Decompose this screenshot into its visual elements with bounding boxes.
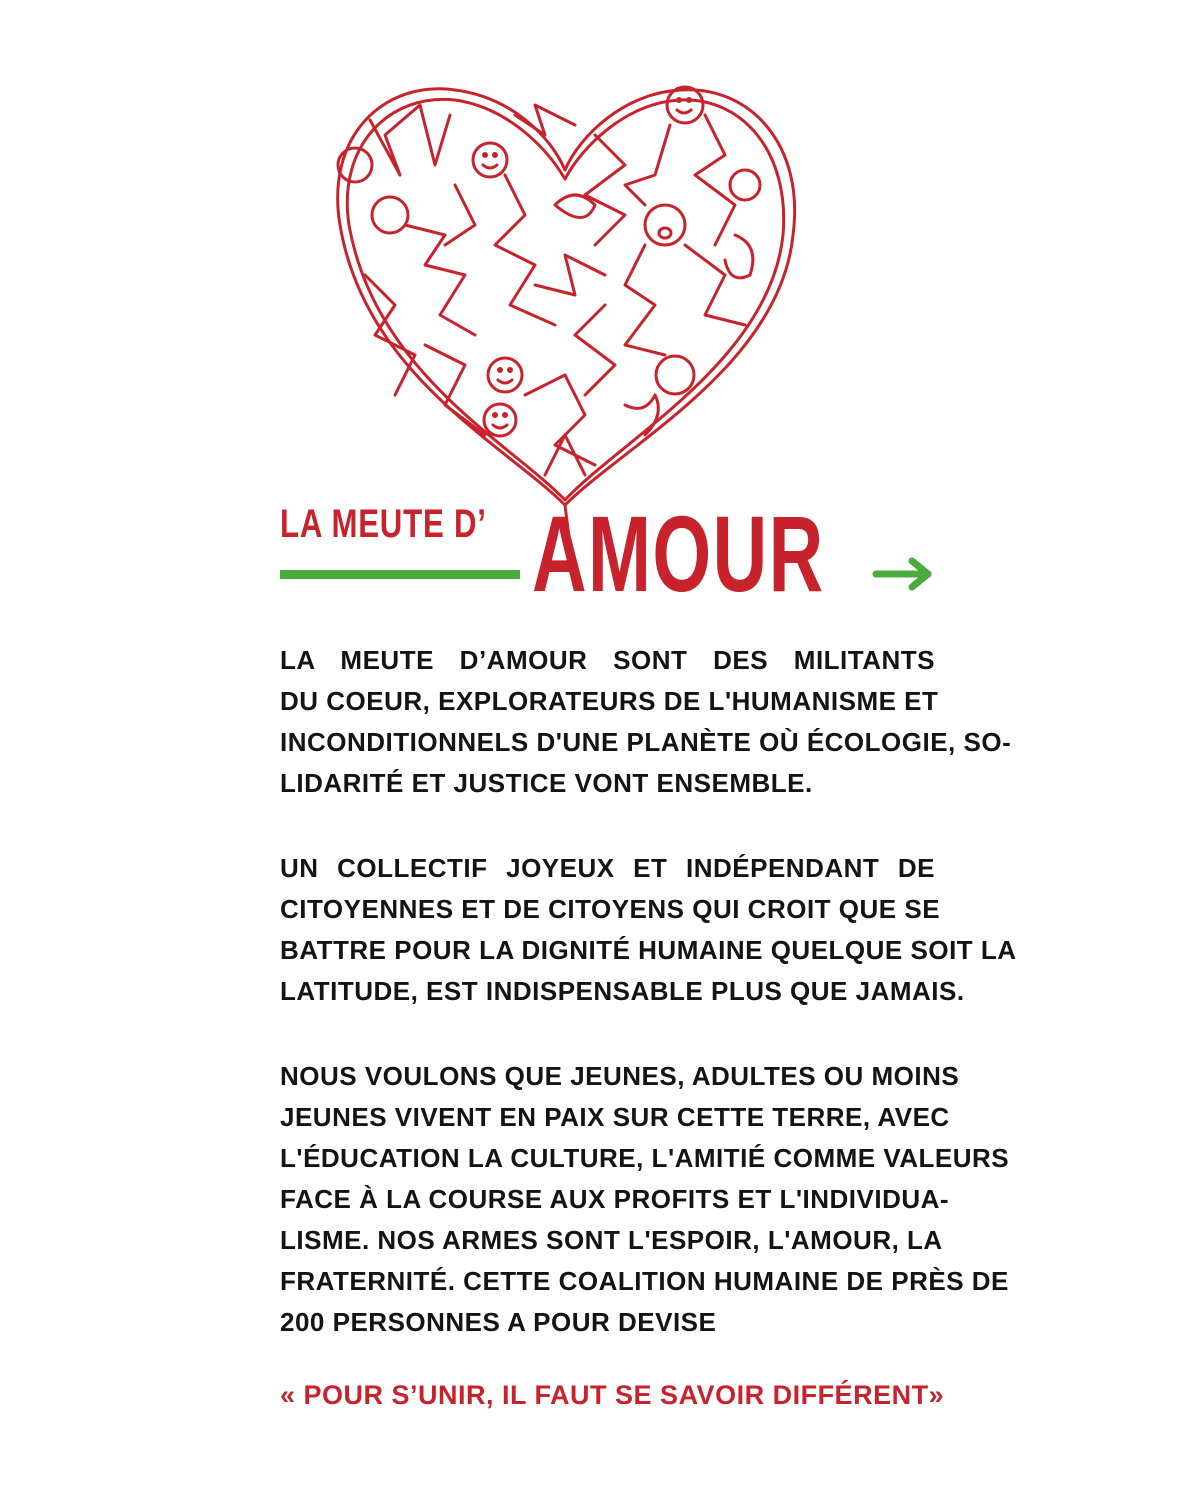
paragraph-collective	[280, 848, 1017, 1012]
text-line: BATTRE POUR LA DIGNITÉ HUMAINE QUELQUE SOIT LA	[280, 935, 1017, 965]
text-line: LISME. NOS ARMES SONT L'ESPOIR, L'AMOUR, LA	[280, 1225, 943, 1255]
text-line: NOUS VOULONS QUE JEUNES, ADULTES OU MOINS	[280, 1061, 960, 1091]
paragraph-values	[280, 1056, 1010, 1343]
text-line: LA MEUTE D’AMOUR SONT DES MILITANTS	[280, 645, 935, 675]
text-line: UN COLLECTIF JOYEUX ET INDÉPENDANT DE	[280, 853, 935, 883]
text-line: INCONDITIONNELS D'UNE PLANÈTE OÙ ÉCOLOGIE, SO-	[280, 727, 1012, 757]
paragraph-intro	[280, 640, 1012, 804]
text-line: FACE À LA COURSE AUX PROFITS ET L'INDIVIDUA-	[280, 1184, 950, 1214]
text-line: CITOYENNES ET DE CITOYENS QUI CROIT QUE SE	[280, 894, 941, 924]
heart-people-illustration	[325, 75, 805, 515]
mission-text	[280, 640, 1017, 1387]
logo-prefix: LA MEUTE D’	[280, 502, 487, 546]
text-line: FRATERNITÉ. CETTE COALITION HUMAINE DE PRÈS DE	[280, 1266, 1009, 1296]
text-line: JEUNES VIVENT EN PAIX SUR CETTE TERRE, AVEC	[280, 1102, 950, 1132]
text-line: L'ÉDUCATION LA CULTURE, L'AMITIÉ COMME VALEURS	[280, 1143, 1010, 1173]
text-line: DU COEUR, EXPLORATEURS DE L'HUMANISME ET	[280, 686, 939, 716]
text-line: 200 PERSONNES A POUR DEVISE	[280, 1307, 717, 1337]
text-line: LIDARITÉ ET JUSTICE VONT ENSEMBLE.	[280, 768, 813, 798]
logo-green-underline	[280, 570, 520, 579]
text-line: LATITUDE, EST INDISPENSABLE PLUS QUE JAMAIS.	[280, 976, 965, 1006]
logo-main-word: AMOUR	[532, 493, 825, 614]
motto-quote: « POUR S’UNIR, IL FAUT SE SAVOIR DIFFÉRENT»	[280, 1380, 945, 1410]
arrow-right-icon	[872, 556, 934, 592]
